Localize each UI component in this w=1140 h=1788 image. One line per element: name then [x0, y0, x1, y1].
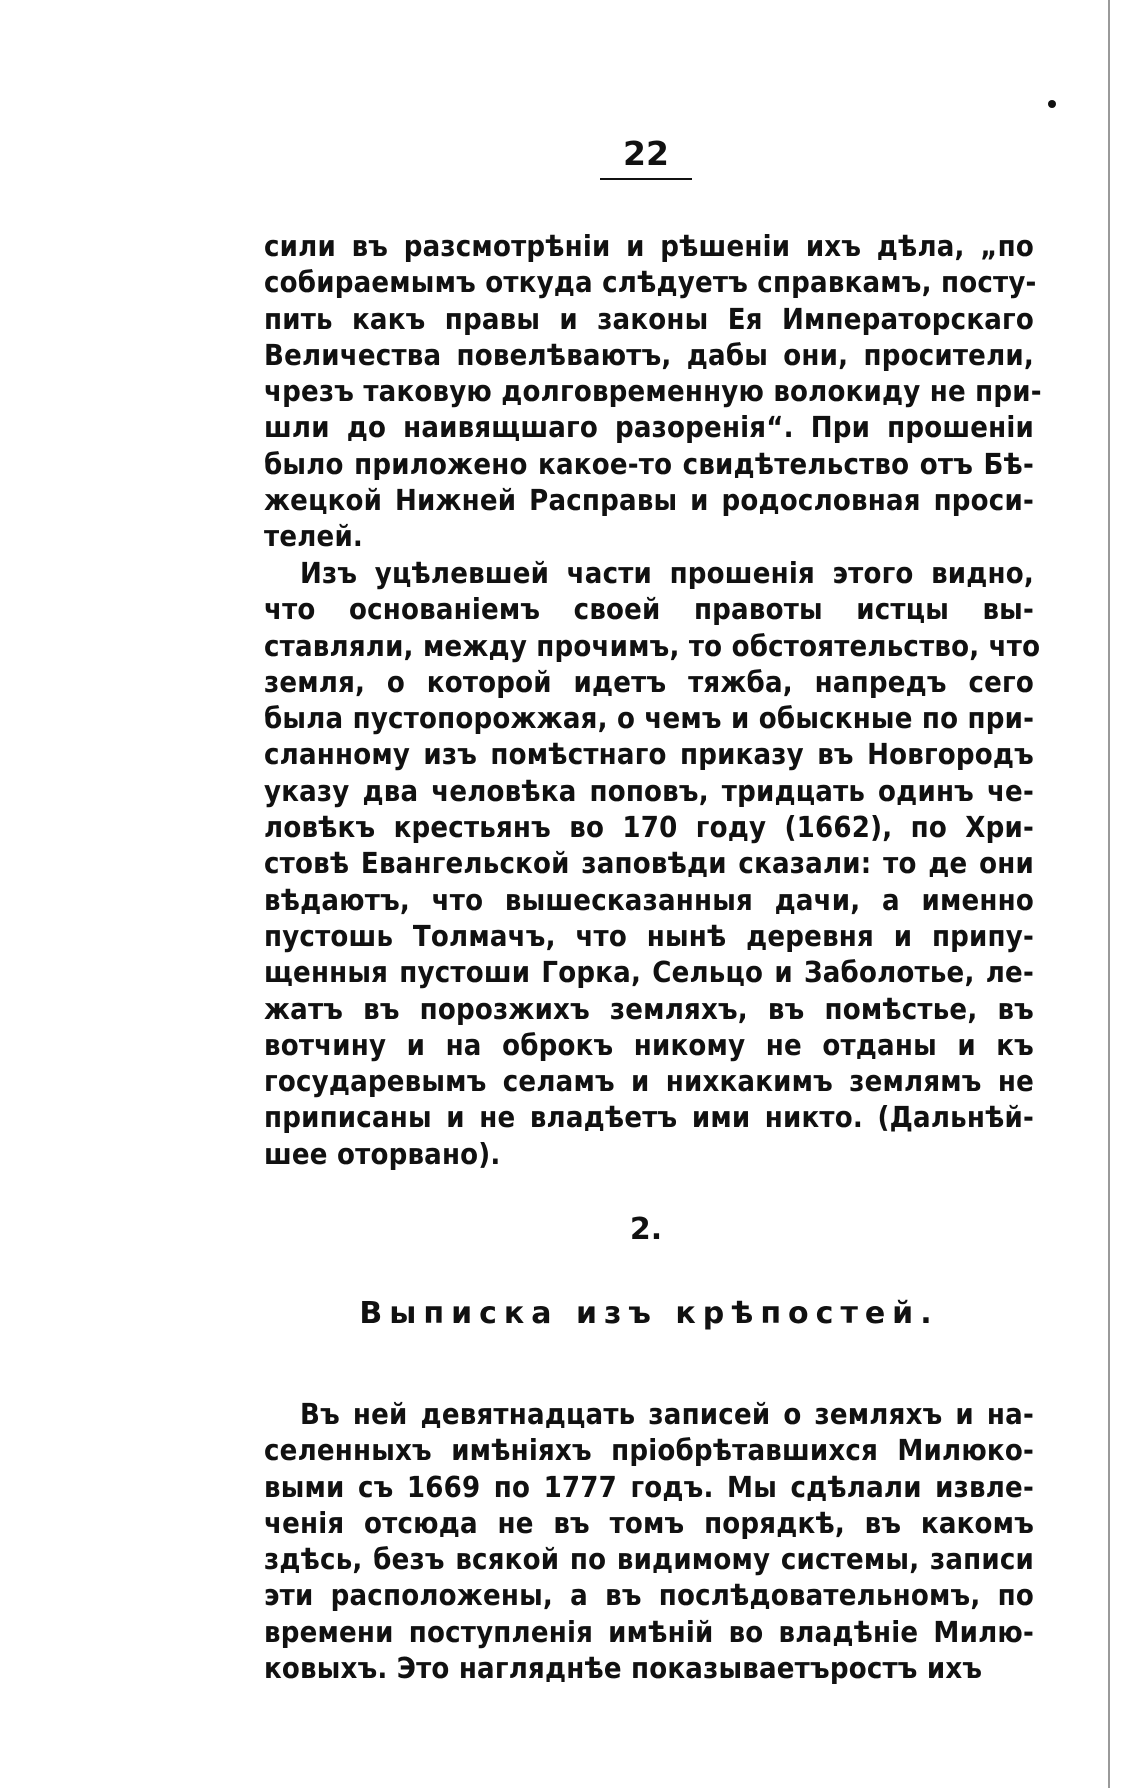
text-line: жатъ въ порозжихъ земляхъ, въ помѣстье, въ [264, 991, 1034, 1026]
text-line: телей. [264, 519, 364, 554]
text-line: земля, о которой идетъ тяжба, напредъ сего [264, 664, 1034, 699]
text-line: шли до наивящшаго разоренія“. При прошеніи [264, 410, 1034, 445]
text-line: ковыхъ. Это нагляднѣе показываетъростъ ихъ [264, 1651, 983, 1686]
page-number-underline [600, 178, 692, 180]
text-line: щенныя пустоши Горка, Сельцо и Заболотье, ле- [264, 955, 1034, 990]
text-line: Въ ней девятнадцать записей о земляхъ и на- [300, 1397, 1034, 1431]
text-line: времени поступленія имѣній во владѣніе Милю- [264, 1614, 1034, 1649]
text-line: вотчину и на оброкъ никому не отданы и къ [264, 1027, 1034, 1062]
text-line: шее оторвано). [264, 1136, 501, 1171]
paragraph-3 [264, 1396, 1034, 1686]
text-line: указу два человѣка поповъ, тридцать одинъ че- [264, 773, 1034, 808]
text-line: собираемымъ откуда слѣдуетъ справкамъ, посту- [264, 265, 1037, 300]
section-title: Выписка изъ крѣпостей. [359, 1296, 939, 1331]
text-line: стовѣ Евангельской заповѣди сказали: то де они [264, 846, 1034, 881]
section-number: 2. [629, 1212, 663, 1247]
paragraph-1 [264, 228, 1042, 555]
ink-dot [1048, 100, 1056, 108]
text-line: ловѣкъ крестьянъ во 170 году (1662), по Хри- [264, 810, 1034, 845]
text-line: была пустопорожжая, о чемъ и обыскные по при- [264, 701, 1035, 736]
text-line: что основаніемъ своей правоты истцы вы- [264, 592, 1034, 627]
paragraph-2 [264, 555, 1041, 1172]
text-line: здѣсь, безъ всякой по видимому системы, записи [264, 1542, 1034, 1577]
text-line: сили въ разсмотрѣніи и рѣшеніи ихъ дѣла, „по [264, 229, 1034, 263]
text-line: вѣдаютъ, что вышесказанныя дачи, а именно [264, 882, 1034, 917]
text-line: выми съ 1669 по 1777 годъ. Мы сдѣлали извле- [264, 1469, 1034, 1504]
text-line: эти расположены, а въ послѣдовательномъ, по [264, 1578, 1034, 1613]
text-line: государевымъ селамъ и нихкакимъ землямъ не [264, 1064, 1034, 1099]
text-line: сланному изъ помѣстнаго приказу въ Новгородъ [264, 737, 1034, 772]
page-number: 22 [623, 134, 669, 173]
text-line: чрезъ таковую долговременную волокиду не при- [264, 374, 1042, 409]
text-line: ченія отсюда не въ томъ порядкѣ, въ какомъ [264, 1505, 1034, 1540]
text-line: Изъ уцѣлевшей части прошенія этого видно, [300, 556, 1034, 590]
text-line: пустошь Толмачъ, что нынѣ деревня и припу- [264, 918, 1034, 953]
text-line: жецкой Нижней Расправы и родословная проси- [264, 483, 1034, 518]
text-line: селенныхъ имѣніяхъ пріобрѣтавшихся Милюко- [264, 1433, 1034, 1468]
text-line: пить какъ правы и законы Ея Императорскаго [264, 301, 1034, 336]
text-line: Величества повелѣваютъ, дабы они, просители, [264, 337, 1034, 372]
text-line: ставляли, между прочимъ, то обстоятельство, что [264, 628, 1041, 663]
page-edge-line [1108, 0, 1110, 1788]
text-line: было приложено какое-то свидѣтельство отъ Бѣ- [264, 446, 1034, 481]
text-line: приписаны и не владѣетъ ими никто. (Дальнѣй- [264, 1100, 1034, 1135]
